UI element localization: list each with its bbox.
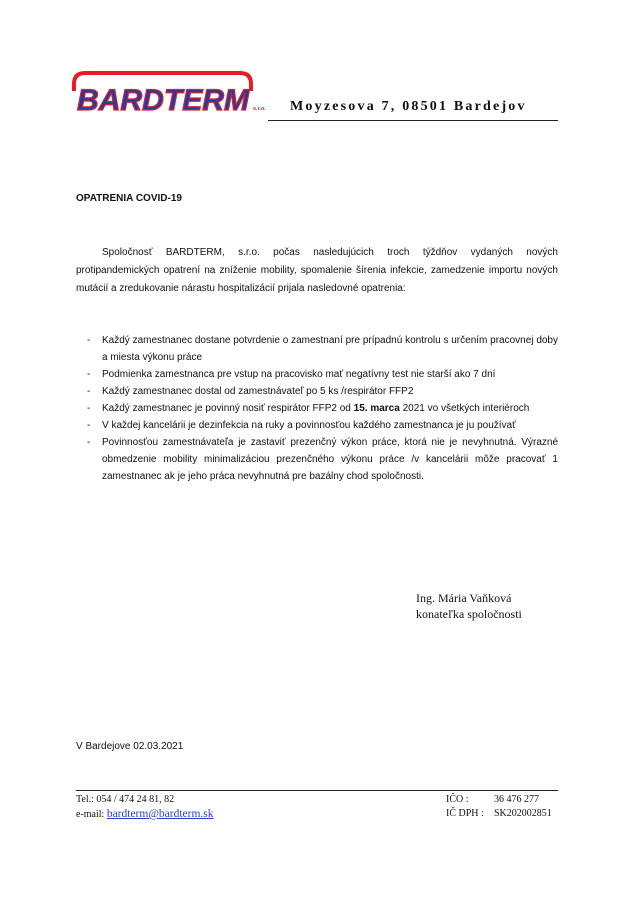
logo-suffix: s.r.o. [253,106,266,112]
document-title: OPATRENIA COVID-19 [76,193,182,204]
list-item-text: Povinnosťou zamestnávateľa je zastaviť prezenčný výkon práce, ktorá nie je nevyhnutná. Výrazné obmedzenie mobility minimalizáciou prezenčného výkonu práce /v kancelárii môže pracovať 1 zamestnanec ak je jeho práca nevyhnutná pre bazálny chod spoločnosti. [102,437,558,482]
footer-dic-value: SK202002851 [494,808,552,819]
list-bullet: - [87,437,91,448]
signatory-role: konateľka spoločnosti [416,607,522,621]
list-item-date-highlight: 15. marca [353,403,400,414]
footer-phone: Tel.: 054 / 474 24 81, 82 [76,794,175,805]
company-address: Moyzesova 7, 08501 Bardejov [290,99,527,114]
email-link[interactable]: bardterm@bardterm.sk [106,808,214,820]
list-item-text-after: 2021 vo všetkých interiéroch [399,403,530,414]
list-item [76,332,558,366]
list-item [76,383,558,400]
footer-ico-label: IČO : [446,794,469,805]
measures-list [76,332,558,485]
list-bullet: - [87,403,91,414]
list-item [76,417,558,434]
header-divider [268,120,558,121]
company-logo [70,70,275,122]
footer-ico-value: 36 476 277 [494,794,539,805]
place-and-date: V Bardejove 02.03.2021 [76,741,184,752]
footer-divider [76,790,558,791]
footer-email-label: e-mail: [76,809,107,820]
list-bullet: - [87,335,91,346]
list-item-text: Podmienka zamestnanca pre vstup na pracovisko mať negatívny test nie starší ako 7 dní [102,369,496,380]
footer-email-line [76,808,214,820]
footer-dic-label: IČ DPH : [446,808,484,819]
signatory-name: Ing. Mária Vaňková [416,591,512,605]
list-bullet: - [87,386,91,397]
list-item-text: Každý zamestnanec dostal od zamestnávateľ po 5 ks /respirátor FFP2 [102,386,414,397]
list-item [76,400,558,417]
signature-block [416,590,522,622]
list-bullet: - [87,420,91,431]
intro-paragraph: Spoločnosť BARDTERM, s.r.o. počas nasledujúcich troch týždňov vydaných nových protipandemických opatrení na zníženie mobility, spomalenie šírenia infekcie, zamedzenie importu nových mutácií a zredukovanie nárastu hospitalizácií prijala nasledovné opatrenia: [76,247,558,294]
list-item-text: V každej kancelárii je dezinfekcia na ruky a povinnosťou každého zamestnanca je ju používať [102,420,516,431]
list-item-text-before: Každý zamestnanec je povinný nosiť respirátor FFP2 od [102,403,354,414]
logo-wordmark: BARDTERM [77,84,251,117]
list-item [76,366,558,383]
list-bullet: - [87,369,91,380]
list-item [76,434,558,485]
list-item-text: Každý zamestnanec dostane potvrdenie o zamestnaní pre prípadnú kontrolu s určením pracovnej doby a miesta výkonu práce [102,335,558,363]
